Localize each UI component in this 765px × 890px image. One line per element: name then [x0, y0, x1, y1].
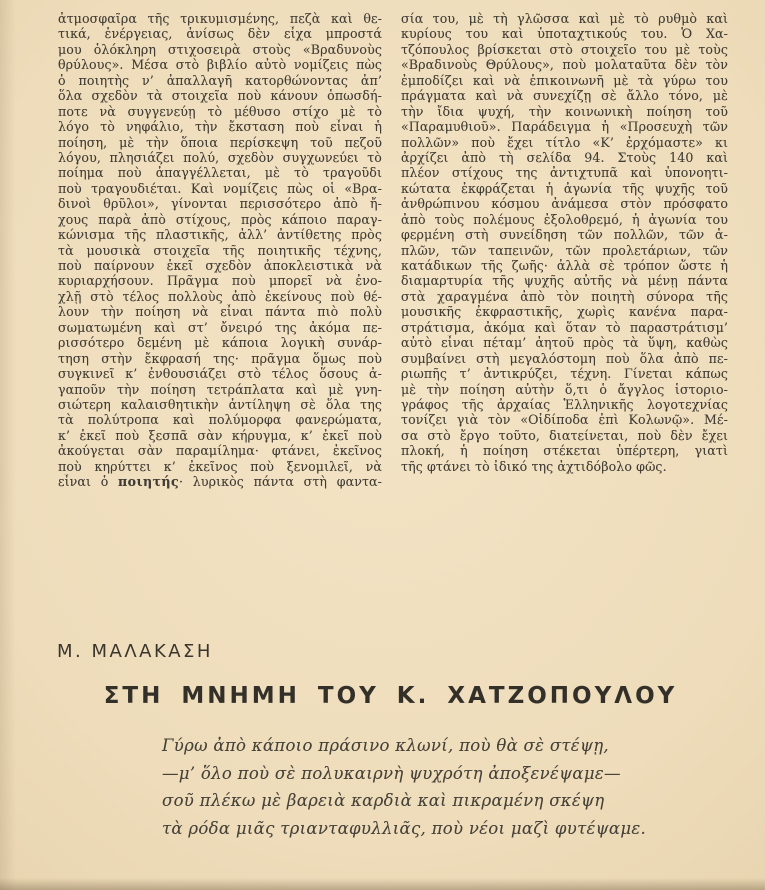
text-line: τὰ μουσικὰ στοιχεῖα τῆς ποιητικῆς τέχνης, [58, 242, 382, 258]
text-line: αὐτὸ εἶναι πέταμ’ ἀητοῦ πρὸς τὰ ὕψη, καθὼς [401, 335, 728, 351]
text-line: σωματωμένη καὶ στ’ ὄνειρό της ἀκόμα πε- [58, 319, 382, 335]
text-line: τικά, ἐνέργειας, ἀνίσως δὲν εἶχα μπροστά [58, 26, 382, 42]
text-line: γαποῦν τὴν ποίηση τετράπλατα καὶ μὲ γνη- [58, 381, 382, 397]
text-line: κατάδικων τῆς ζωῆς· ἀλλὰ σὲ τρόπον ὥστε ἡ [401, 258, 728, 273]
text-line: πλέον στίχους της ἀντιχτυπᾶ καὶ ὑπονοητι- [401, 165, 728, 181]
article-column-right [401, 11, 728, 490]
text-line: ἀτμοσφαῖρα τῆς τρικυμισμένης, πεζὰ καὶ θε- [58, 11, 382, 26]
text-line: τῆς φτάνει τὸ ἰδικό της ἀχτιδόβολο φῶς. [401, 458, 667, 474]
text-line: ριωπῆς τ’ ἀντικρύζει, τέχνη. Γίνεται κάπως [401, 366, 728, 382]
text-line: ἐμποδίζει καὶ νὰ ἐπικοινωνῆ μὲ τὰ γύρω του [401, 72, 728, 88]
text-line: γράφος τῆς ἀρχαίας Ἑλληνικῆς λογοτεχνίας [401, 396, 728, 412]
poem-title: ΣΤΗ ΜΝΗΜΗ ΤΟΥ Κ. ΧΑΤΖΟΠΟΥΛΟΥ [103, 683, 678, 709]
text-line: δινοὶ θρῦλοι», γίνονται περισσότερο ἀπὸ ἤ- [58, 196, 382, 212]
text-line: τηση στὴν ἔκφρασή της· πρᾶγμα ὅμως ποὺ [58, 350, 382, 366]
text-line: στράτισμα, ἀκόμα καὶ ὅταν τὸ παραστράτισμ’ [401, 319, 728, 335]
text-line: τονίζει γιὰ τὸν «Οἰδίποδα ἐπὶ Κολωνῷ». Μέ- [401, 412, 728, 428]
text-line: εἶναι ὁ ποιητής· λυρικὸς πάντα στὴ φαντα- [58, 474, 382, 490]
text-line: διαμαρτυρία τῆς ψυχῆς αὐτῆς νὰ μένῃ πάντα [401, 273, 728, 289]
text-line: λόγου, πλησιάζει πολύ, σχεδὸν συγχωνεύει τὸ [58, 149, 382, 165]
text-line: κυριαρχήσουν. Πρᾶγμα ποὺ μπορεῖ νὰ ἐνο- [58, 273, 382, 289]
text-line: τζόπουλος βρίσκεται στὸ στοιχεῖο του μὲ τοὺς [401, 41, 728, 57]
text-line: χλῇ στὸ τέλος πολλοὺς ἀπὸ ἐκείνους ποὺ θέ- [58, 288, 382, 304]
text-line: λόγο τὸ νηφάλιο, τὴν ἔκσταση ποὺ εἶναι ἡ [58, 119, 382, 135]
text-line: ἀπὸ τοὺς πολέμους ἐξολοθρεμό, ἡ ἀγωνία του [401, 211, 728, 227]
text-line: πολλῶν» ποὺ ἔχει τίτλο «Κ’ ἐρχόμαστε» κι [401, 134, 728, 150]
poem-line: —μ’ ὅλο ποὺ σὲ πολυκαιρνὴ ψυχρότη ἀποξενέψαμε— [162, 763, 621, 783]
text-line: κώνισμα τῆς πλαστικῆς, ἀλλ’ ἀντίθετης πρὸς [58, 227, 382, 243]
text-line: σα στὸ ἔργο τοῦτο, διατείνεται, ποὺ δὲν ἔχει [401, 427, 728, 443]
poem-line: Γύρω ἀπὸ κάποιο πράσινο κλωνί, ποὺ θὰ σὲ στέψῃ, [162, 736, 609, 755]
text-line: συμβαίνει στὴ μεγαλόστομη ποὺ ὅλα ἀπὸ πε- [401, 350, 728, 366]
text-line: ποίημα ποὺ ἀπαγγέλλεται, μὲ τὸ τραγοῦδι [58, 165, 382, 181]
text-line: πλοκή, ἡ ποίηση στέκεται ὑπέρτερη, γιατὶ [401, 443, 728, 459]
text-line: ἀνθρώπινου κόσμου ἀνάμεσα στὸν πρόσφατο [401, 196, 728, 212]
text-line: πράγματα καὶ νὰ συνεχίζῃ σὲ ἄλλο τόνο, μὲ [401, 88, 728, 104]
author-name: Μ. ΜΑΛΑΚΑΣΗ [57, 641, 213, 662]
text-line: κ’ ἐκεῖ ποὺ ξεσπᾶ σὰν κήρυγμα, κ’ ἐκεῖ ποὺ [58, 427, 382, 443]
text-line: φερμένη στὴ συνείδηση τῶν πολλῶν, τῶν ἁ- [401, 227, 728, 243]
text-line: πλῶν, τῶν ταπεινῶν, τῶν προλετάριων, τῶν [401, 242, 728, 258]
text-line: ποὺ τραγουδιέται. Καὶ νομίζεις πὼς οἱ «Βρα- [58, 180, 382, 196]
text-line: τὴν ἴδια ψυχή, τὴν κοινωνικὴ ποίηση τοῦ [401, 103, 728, 119]
text-line: σιώτερη καλαισθητικὴν ἀντίληψη σὲ ὅλα της [58, 396, 382, 412]
text-line: συγκινεῖ κ’ ἐνθουσιάζει στὸ τέλος ὅσους ἀ- [58, 366, 382, 382]
text-line: στὰ χαραγμένα ἀπὸ τὸν ποιητὴ σύνορα τῆς [401, 288, 728, 304]
article-column-left [58, 11, 382, 490]
text-line: ποὺ παίρνουν ἐκεῖ σχεδὸν ἀποκλειστικὰ νὰ [58, 258, 382, 273]
text-line: ποτε νὰ συγγενεύῃ τὸ μέθυσο στίχο μὲ τὸ [58, 103, 382, 119]
text-line: ρισσότερο δεμένη μὲ κάποια λογικὴ συνάρ- [58, 335, 382, 351]
text-line: «Βραδινοὺς Θρύλους», ποὺ μολαταῦτα δὲν τὸν [401, 57, 728, 73]
poem-line: τὰ ρόδα μιᾶς τριανταφυλλιᾶς, ποὺ νέοι μαζὶ φυτέψαμε. [162, 818, 647, 838]
poem [162, 732, 646, 842]
text-line: ἀρχίζει ἀπὸ τὴ σελίδα 94. Στοὺς 140 καὶ [401, 149, 728, 165]
text-line: κυρίους του καὶ ὑποταχτικούς του. Ὁ Χα- [401, 26, 728, 42]
text-line: ἀκούγεται σὰν παραμίλημα· φτάνει, ἐκεῖνος [58, 443, 382, 459]
text-line: τὰ πολύτροπα καὶ πολύμορφα φανερώματα, [58, 412, 382, 428]
text-line: σία του, μὲ τὴ γλῶσσα καὶ μὲ τὸ ρυθμὸ καὶ [401, 11, 728, 26]
text-line: μου ὁλόκληρη στιχοσειρὰ στοὺς «Βραδυνοὺς [58, 41, 382, 57]
text-line: μουσικῆς ἐκφραστικῆς, χωρὶς κανένα παρα- [401, 304, 728, 320]
text-line: χους παρὰ ἀπὸ στίχους, πρὸς κάποιο παραγ- [58, 211, 382, 227]
text-line: ὅλα σχεδὸν τὰ στοιχεῖα ποὺ κάνουν ὁπωσδή- [58, 88, 382, 104]
text-line: μὲ τὴν ποίηση αὐτὴν ὅ,τι ὁ ἄγγλος ἱστοριο- [401, 381, 728, 397]
text-line: κώτατα ἐκφράζεται ἡ ἀγωνία τῆς ψυχῆς τοῦ [401, 180, 728, 196]
text-line: θρύλους». Μέσα στὸ βιβλίο αὐτὸ νομίζεις πὼς [58, 57, 382, 73]
poem-line: σοῦ πλέκω μὲ βαρειὰ καρδιὰ καὶ πικραμένη σκέψη [162, 791, 605, 811]
text-line: ὁ ποιητὴς ν’ ἀπαλλαγῆ κατορθώνοντας ἀπ’ [58, 72, 382, 88]
text-line: ποίηση, μὲ τὴν ὅποια περίσκεψη τοῦ πεζοῦ [58, 134, 382, 150]
text-line: ποὺ κηρύττει κ’ ἐκεῖνος ποὺ ξενομιλεῖ, νὰ [58, 458, 382, 474]
text-line: «Παραμυθιοῦ». Παράδειγμα ἡ «Προσευχὴ τῶν [401, 119, 728, 135]
text-line: λουν τὴν ποίηση νὰ εἶναι πάντα πιὸ πολὺ [58, 304, 382, 320]
article-text [58, 11, 728, 490]
